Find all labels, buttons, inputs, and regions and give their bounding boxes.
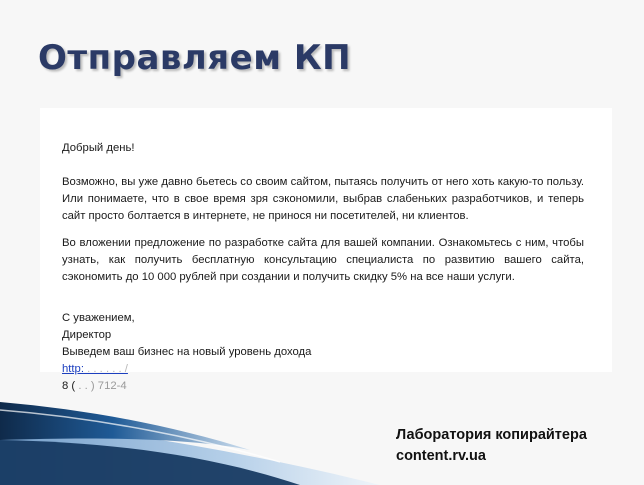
signature-closing: С уважением,: [62, 312, 135, 324]
brand-caption: [396, 425, 587, 467]
email-paragraph-2: Во вложении предложение по разработке сайта для вашей компании. Ознакомьтесь с ним, чтобы узнать, как получить бесплатную консультацию специалиста по развитию вашего сайта, сэкономить до 10 000 рублей при создании и получить скидку 5% на все наши услуги.: [62, 237, 584, 283]
email-panel: [40, 108, 612, 392]
signature-position: Директор: [62, 329, 112, 341]
swoosh-highlight: [0, 410, 280, 462]
signature-link[interactable]: [62, 363, 128, 375]
swoosh-dark-band: [0, 402, 250, 450]
signature-link-line: [62, 361, 584, 378]
signature-link-obscured: . . . . . . /: [83, 363, 128, 375]
swoosh-dark-base: [0, 440, 300, 485]
brand-line-2: content.rv.ua: [396, 448, 486, 464]
signature-slogan: Выведем ваш бизнес на новый уровень дохода: [62, 346, 312, 358]
signature-phone-text: 8 (: [62, 380, 76, 392]
signature-link-text: http:: [62, 363, 84, 375]
signature-phone-obscured: . . ) 712-4: [75, 380, 127, 392]
email-body: [62, 140, 584, 395]
brand-line-1: Лаборатория копирайтера: [396, 427, 587, 443]
signature-phone: [62, 378, 584, 395]
email-paragraph-1: Возможно, вы уже давно бьетесь со своим сайтом, пытаясь получить от него хоть какую-то пользу. Или понимаете, что в свое время зря сэкономили, выбрав слабеньких разработчиков, и теперь сайт просто болтается в интернете, не принося ни посетителей, ни клиентов.: [62, 176, 584, 222]
slide-title: Отправляем КП: [38, 38, 352, 78]
swoosh-light-band: [0, 420, 380, 485]
email-greeting: Добрый день!: [62, 142, 135, 154]
